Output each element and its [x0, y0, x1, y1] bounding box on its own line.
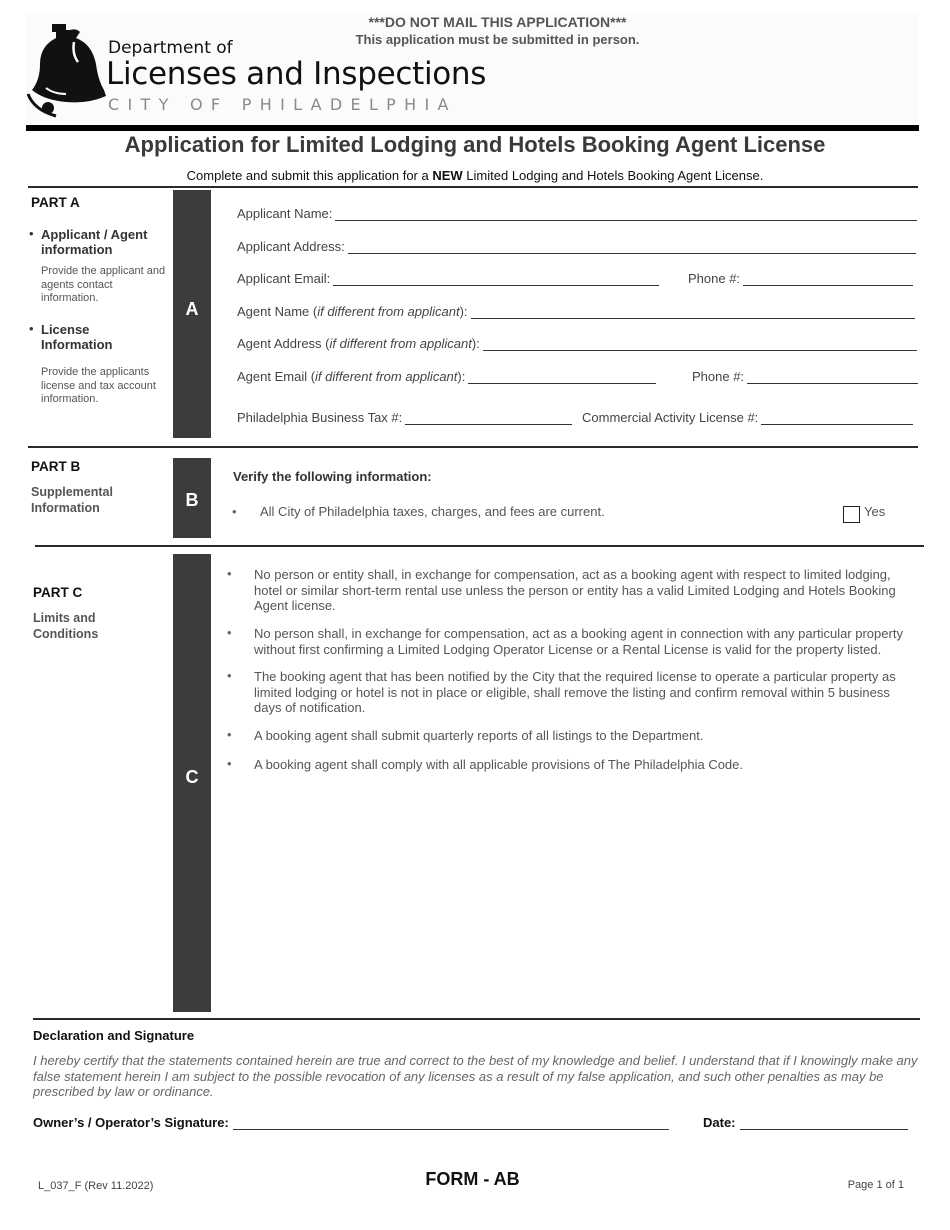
signature-field[interactable]: Owner’s / Operator’s Signature: — [33, 1115, 669, 1130]
limit-item-5: A booking agent shall comply with all applicable provisions of The Philadelphia Code. — [254, 757, 744, 772]
bullet-dot: • — [29, 226, 34, 241]
business-tax-field[interactable]: Philadelphia Business Tax #: — [237, 410, 572, 425]
city-line: CITY OF PHILADELPHIA — [108, 95, 457, 114]
limit-item-3: The booking agent that has been notified by the City that the required license to operate a particular property as limited lodging or hotel is not in place or eligible, shall remove the listing and confirm removal within 5 business days of notification. — [254, 669, 896, 715]
date-field[interactable]: Date: — [703, 1115, 908, 1130]
part-b-subheading: Supplemental Information — [31, 485, 113, 515]
applicant-email-field[interactable]: Applicant Email: — [237, 271, 659, 286]
part-b-letter: B — [185, 490, 199, 510]
form-name: FORM - AB — [425, 1169, 520, 1189]
commercial-activity-license-field[interactable]: Commercial Activity License #: — [582, 410, 913, 425]
limit-item-4: A booking agent shall submit quarterly reports of all listings to the Department. — [254, 728, 704, 743]
in-person-notice: This application must be submitted in person. — [355, 32, 640, 47]
part-a-heading: PART A — [31, 195, 80, 210]
divider — [28, 446, 918, 448]
yes-label: Yes — [864, 504, 886, 519]
bullet-dot: • — [232, 504, 237, 519]
part-c-subheading: Limits and Conditions — [33, 611, 99, 641]
applicant-name-field[interactable]: Applicant Name: — [237, 206, 917, 221]
part-c-heading: PART C — [33, 585, 83, 600]
dept-name: Licenses and Inspections — [106, 56, 487, 92]
limit-item-2: No person shall, in exchange for compensation, act as a booking agent in connection with any particular property without first confirming a Limited Lodging Operator License or a Rental License is valid for the property listed. — [254, 626, 903, 657]
taxes-current-item: All City of Philadelphia taxes, charges, and fees are current. — [260, 504, 605, 519]
part-a-bullet2-title: License Information — [41, 322, 113, 352]
applicant-phone-field[interactable]: Phone #: — [688, 271, 913, 286]
header-rule — [26, 125, 919, 131]
page-subtitle: Complete and submit this application for a NEW Limited Lodging and Hotels Booking Agent License. — [186, 168, 764, 183]
applicant-address-field[interactable]: Applicant Address: — [237, 239, 916, 254]
bullet-dot: • — [227, 566, 232, 581]
divider — [33, 1018, 920, 1020]
part-a-bullet2-desc: Provide the applicants license and tax account information. — [41, 366, 156, 405]
declaration-heading: Declaration and Signature — [33, 1028, 195, 1043]
part-c-letter: C — [185, 767, 199, 787]
agent-phone-field[interactable]: Phone #: — [692, 369, 918, 384]
liberty-bell-icon — [26, 24, 106, 118]
limit-item-1: No person or entity shall, in exchange for compensation, act as a booking agent with respect to limited lodging, hotel or similar short-term rental use unless the person or entity has a valid Limited Lodging and Hotels Booking Agent license. — [254, 567, 896, 613]
part-a-bullet1-desc: Provide the applicant and agents contact information. — [41, 265, 166, 304]
page-number: Page 1 of 1 — [847, 1179, 904, 1191]
bullet-dot: • — [227, 756, 232, 771]
divider — [35, 545, 924, 547]
form-code: L_037_F (Rev 11.2022) — [38, 1180, 154, 1192]
verify-heading: Verify the following information: — [233, 469, 432, 484]
part-b-heading: PART B — [31, 459, 81, 474]
mail-notice: ***DO NOT MAIL THIS APPLICATION*** — [368, 14, 627, 30]
part-a-letter: A — [185, 299, 199, 319]
agent-name-field[interactable]: Agent Name ( if different from applicant ): — [237, 304, 915, 319]
bullet-dot: • — [29, 321, 34, 336]
bullet-dot: • — [227, 727, 232, 742]
bullet-dot: • — [227, 668, 232, 683]
page-title: Application for Limited Lodging and Hotels Booking Agent License — [124, 132, 826, 157]
bullet-dot: • — [227, 625, 232, 640]
divider — [28, 186, 918, 188]
agent-email-field[interactable]: Agent Email ( if different from applicant ): — [237, 369, 656, 384]
declaration-text: I hereby certify that the statements contained herein are true and correct to the best of my knowledge and belief. I understand that if I knowingly make any false statement herein I am subject to the possible revocation of any licenses as a result of my false application, and such other penalties as may be prescribed by law or ordinance. — [33, 1053, 918, 1099]
part-a-bullet1-title: Applicant / Agent information — [41, 227, 148, 257]
agent-address-field[interactable]: Agent Address ( if different from applicant ): — [237, 336, 917, 351]
dept-line1: Department of — [108, 38, 233, 58]
yes-checkbox[interactable] — [843, 506, 860, 523]
